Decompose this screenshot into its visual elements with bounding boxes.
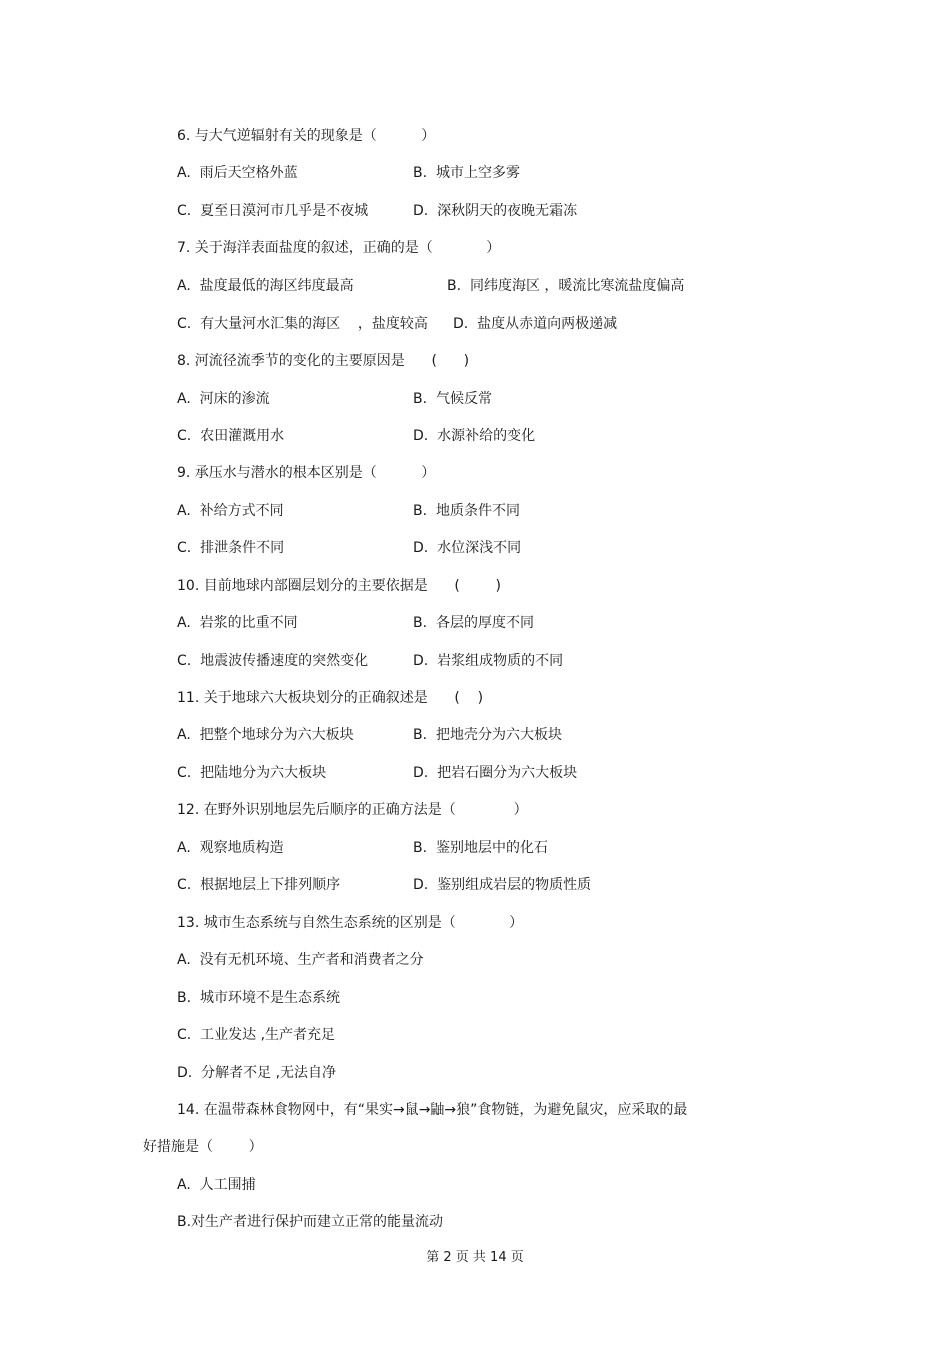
question-10-stem: 10. 目前地球内部圈层划分的主要依据是 ( ) — [177, 578, 501, 594]
question-12-stem: 12. 在野外识别地层先后顺序的正确方法是（ ） — [177, 802, 528, 818]
page-footer: 第 2 页 共 14 页 — [426, 1250, 524, 1265]
question-6-option-c: C. 夏至日漠河市几乎是不夜城 — [177, 203, 369, 219]
question-11-option-d: D. 把岩石圈分为六大板块 — [413, 765, 578, 781]
question-12-option-c: C. 根据地层上下排列顺序 — [177, 877, 341, 893]
question-10-option-a: A. 岩浆的比重不同 — [177, 615, 298, 631]
question-10-option-d: D. 岩浆组成物质的不同 — [413, 653, 564, 669]
question-14-stem: 14. 在温带森林食物网中，有“果实→鼠→鼬→狼”食物链，为避免鼠灾，应采取的最 — [177, 1102, 688, 1118]
question-8-option-b: B. 气候反常 — [413, 391, 492, 407]
question-7-stem: 7. 关于海洋表面盐度的叙述，正确的是（ ） — [177, 240, 501, 256]
question-11-option-c: C. 把陆地分为六大板块 — [177, 765, 327, 781]
question-9-option-a: A. 补给方式不同 — [177, 503, 284, 519]
question-12-option-d: D. 鉴别组成岩层的物质性质 — [413, 877, 592, 893]
question-7-option-c: C. 有大量河水汇集的海区 ，盐度较高 — [177, 316, 428, 332]
question-7-option-b: B. 同纬度海区 ，暖流比寒流盐度偏高 — [447, 278, 685, 294]
question-6-option-b: B. 城市上空多雾 — [413, 165, 520, 181]
question-13-option-c: C. 工业发达 ,生产者充足 — [177, 1027, 336, 1043]
question-9-option-c: C. 排泄条件不同 — [177, 540, 285, 556]
question-13-option-b: B. 城市环境不是生态系统 — [177, 990, 340, 1006]
question-8-stem: 8. 河流径流季节的变化的主要原因是 ( ) — [177, 353, 470, 369]
question-14-option-b: B.对生产者进行保护而建立正常的能量流动 — [177, 1214, 444, 1230]
question-9-stem: 9. 承压水与潜水的根本区别是（ ） — [177, 465, 436, 481]
question-9-option-b: B. 地质条件不同 — [413, 503, 520, 519]
question-10-option-b: B. 各层的厚度不同 — [413, 615, 534, 631]
question-8-option-c: C. 农田灌溉用水 — [177, 428, 285, 444]
question-13-stem: 13. 城市生态系统与自然生态系统的区别是（ ） — [177, 915, 524, 931]
question-6-option-a: A. 雨后天空格外蓝 — [177, 165, 298, 181]
question-11-option-a: A. 把整个地球分为六大板块 — [177, 727, 354, 743]
question-12-option-b: B. 鉴别地层中的化石 — [413, 840, 548, 856]
question-13-option-a: A. 没有无机环境、生产者和消费者之分 — [177, 952, 424, 968]
question-6-option-d: D. 深秋阴天的夜晚无霜冻 — [413, 203, 578, 219]
question-8-option-d: D. 水源补给的变化 — [413, 428, 536, 444]
question-11-option-b: B. 把地壳分为六大板块 — [413, 727, 562, 743]
question-10-option-c: C. 地震波传播速度的突然变化 — [177, 653, 369, 669]
question-14-stem-continued: 好措施是（ ） — [143, 1139, 263, 1155]
question-14-option-a: A. 人工围捕 — [177, 1177, 256, 1193]
question-13-option-d: D. 分解者不足 ,无法自净 — [177, 1065, 337, 1081]
question-11-stem: 11. 关于地球六大板块划分的正确叙述是 ( ) — [177, 690, 484, 706]
question-8-option-a: A. 河床的渗流 — [177, 391, 270, 407]
question-9-option-d: D. 水位深浅不同 — [413, 540, 522, 556]
question-12-option-a: A. 观察地质构造 — [177, 840, 284, 856]
question-6-stem: 6. 与大气逆辐射有关的现象是（ ） — [177, 128, 436, 144]
question-7-option-a: A. 盐度最低的海区纬度最高 — [177, 278, 354, 294]
question-7-option-d: D. 盐度从赤道向两极递减 — [453, 316, 618, 332]
